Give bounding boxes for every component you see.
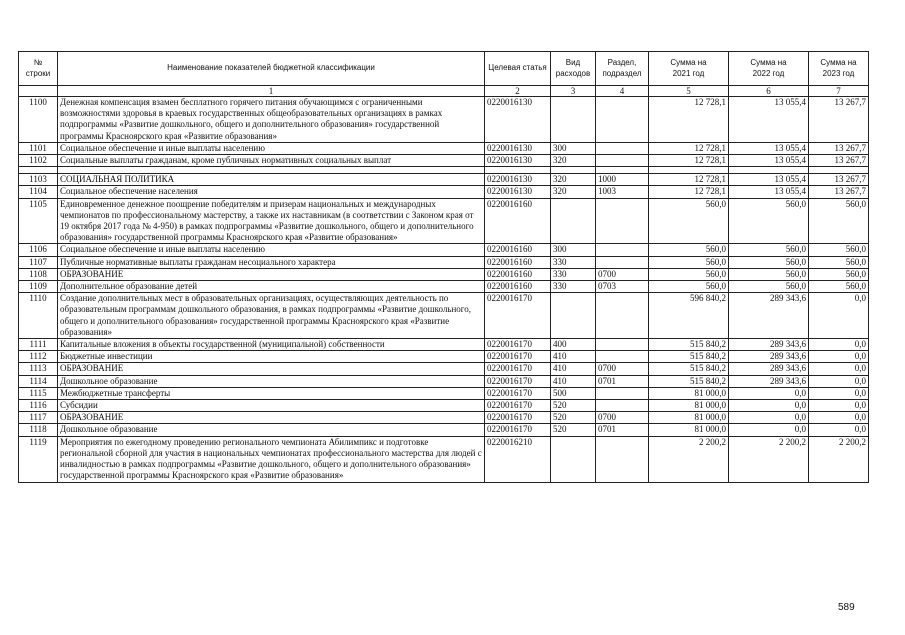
sum-2022-cell: 0,0 [729, 412, 809, 424]
sum-2022-cell: 560,0 [729, 268, 809, 280]
sum-2022-cell: 289 343,6 [729, 375, 809, 387]
target-article-cell: 0220016130 [485, 142, 551, 154]
spacer-row [19, 167, 869, 174]
sum-2023-cell: 0,0 [809, 424, 869, 436]
row-name-cell: Единовременное денежное поощрение победителям и призерам национальных и международных чемпионатов по профессиональному мастерству, а также их наставникам (в соответствии с Законом края от 19 октября 2017 года № 4-950) в рамках подпрограммы «Развитие дошкольного, общего и дополнительного образования» государственной программы Красноярского края «Развитие образования» [58, 198, 485, 244]
target-article-cell: 0220016160 [485, 281, 551, 293]
section-cell [596, 293, 649, 339]
row-no-cell: 1102 [19, 155, 58, 167]
row-name-cell: СОЦИАЛЬНАЯ ПОЛИТИКА [58, 174, 485, 186]
sum-2023-cell: 13 267,7 [809, 155, 869, 167]
sum-2021-cell: 560,0 [649, 244, 729, 256]
row-no-cell: 1107 [19, 256, 58, 268]
row-no-cell: 1119 [19, 436, 58, 482]
sum-2022-cell: 560,0 [729, 198, 809, 244]
row-name-cell: Дополнительное образование детей [58, 281, 485, 293]
sum-2021-cell: 515 840,2 [649, 339, 729, 351]
table-row [19, 436, 869, 482]
target-article-cell: 0220016210 [485, 436, 551, 482]
header-section: Раздел, подраздел [596, 52, 649, 86]
section-cell [596, 97, 649, 143]
sum-2022-cell: 13 055,4 [729, 155, 809, 167]
row-name-cell: Социальное обеспечение и иные выплаты населению [58, 142, 485, 154]
sum-2022-cell: 289 343,6 [729, 351, 809, 363]
row-no-cell: 1117 [19, 412, 58, 424]
section-cell [596, 351, 649, 363]
section-cell: 0701 [596, 375, 649, 387]
expense-type-cell: 330 [551, 268, 596, 280]
section-cell: 1000 [596, 174, 649, 186]
sum-2021-cell: 81 000,0 [649, 424, 729, 436]
expense-type-cell: 320 [551, 186, 596, 198]
section-cell [596, 436, 649, 482]
table-row [19, 363, 869, 375]
sum-2021-cell: 12 728,1 [649, 155, 729, 167]
table-row [19, 198, 869, 244]
header-row [19, 52, 869, 86]
spacer-cell [596, 167, 649, 174]
section-cell [596, 400, 649, 412]
expense-type-cell: 500 [551, 387, 596, 399]
sum-2021-cell: 515 840,2 [649, 351, 729, 363]
sum-2023-cell: 560,0 [809, 198, 869, 244]
sum-2023-cell: 0,0 [809, 351, 869, 363]
target-article-cell: 0220016160 [485, 256, 551, 268]
row-no-cell: 1115 [19, 387, 58, 399]
section-cell: 0700 [596, 412, 649, 424]
sum-2023-cell: 2 200,2 [809, 436, 869, 482]
table-row [19, 268, 869, 280]
sum-2023-cell: 13 267,7 [809, 97, 869, 143]
section-cell [596, 256, 649, 268]
row-no-cell: 1110 [19, 293, 58, 339]
sum-2023-cell: 560,0 [809, 268, 869, 280]
sum-2022-cell: 289 343,6 [729, 293, 809, 339]
expense-type-cell: 300 [551, 244, 596, 256]
expense-type-cell [551, 97, 596, 143]
index-cell [19, 86, 58, 97]
expense-type-cell: 410 [551, 363, 596, 375]
column-index-row [19, 86, 869, 97]
sum-2021-cell: 560,0 [649, 281, 729, 293]
sum-2022-cell: 13 055,4 [729, 142, 809, 154]
section-cell: 0701 [596, 424, 649, 436]
row-name-cell: ОБРАЗОВАНИЕ [58, 412, 485, 424]
index-cell: 6 [729, 86, 809, 97]
row-name-cell: Социальные выплаты гражданам, кроме публичных нормативных социальных выплат [58, 155, 485, 167]
sum-2021-cell: 596 840,2 [649, 293, 729, 339]
expense-type-cell: 330 [551, 256, 596, 268]
sum-2023-cell: 560,0 [809, 244, 869, 256]
index-cell: 4 [596, 86, 649, 97]
sum-2022-cell: 560,0 [729, 244, 809, 256]
row-no-cell: 1118 [19, 424, 58, 436]
sum-2022-cell: 289 343,6 [729, 339, 809, 351]
target-article-cell: 0220016170 [485, 400, 551, 412]
table-row [19, 412, 869, 424]
sum-2023-cell: 13 267,7 [809, 186, 869, 198]
row-name-cell: ОБРАЗОВАНИЕ [58, 363, 485, 375]
target-article-cell: 0220016170 [485, 387, 551, 399]
section-cell: 0700 [596, 363, 649, 375]
sum-2021-cell: 81 000,0 [649, 387, 729, 399]
table-row [19, 256, 869, 268]
row-no-cell: 1112 [19, 351, 58, 363]
sum-2023-cell: 13 267,7 [809, 174, 869, 186]
section-cell [596, 387, 649, 399]
row-no-cell: 1111 [19, 339, 58, 351]
sum-2021-cell: 560,0 [649, 198, 729, 244]
sum-2021-cell: 515 840,2 [649, 375, 729, 387]
expense-type-cell: 520 [551, 412, 596, 424]
row-no-cell: 1116 [19, 400, 58, 412]
expense-type-cell: 410 [551, 375, 596, 387]
target-article-cell: 0220016130 [485, 186, 551, 198]
index-cell: 1 [58, 86, 485, 97]
header-sum-2021: Сумма на 2021 год [649, 52, 729, 86]
table-row [19, 174, 869, 186]
sum-2022-cell: 13 055,4 [729, 97, 809, 143]
row-name-cell: Субсидии [58, 400, 485, 412]
table-row [19, 375, 869, 387]
row-no-cell: 1109 [19, 281, 58, 293]
expense-type-cell: 330 [551, 281, 596, 293]
row-no-cell: 1104 [19, 186, 58, 198]
sum-2023-cell: 560,0 [809, 256, 869, 268]
row-name-cell: Мероприятия по ежегодному проведению регионального чемпионата Абилимпикс и подготовке региональной сборной для участия в национальных чемпионатах профессионального мастерства для людей с инвалидностью в рамках подпрограммы «Развитие дошкольного, общего и дополнительного образования» государственной программы Красноярского края «Развитие образования» [58, 436, 485, 482]
sum-2022-cell: 560,0 [729, 281, 809, 293]
row-name-cell: Капитальные вложения в объекты государственной (муниципальной) собственности [58, 339, 485, 351]
sum-2023-cell: 0,0 [809, 412, 869, 424]
row-no-cell: 1114 [19, 375, 58, 387]
table-row [19, 387, 869, 399]
expense-type-cell [551, 436, 596, 482]
sum-2023-cell: 0,0 [809, 400, 869, 412]
index-cell: 2 [485, 86, 551, 97]
expense-type-cell: 520 [551, 400, 596, 412]
sum-2021-cell: 12 728,1 [649, 142, 729, 154]
sum-2021-cell: 2 200,2 [649, 436, 729, 482]
sum-2021-cell: 81 000,0 [649, 412, 729, 424]
sum-2021-cell: 12 728,1 [649, 186, 729, 198]
expense-type-cell: 520 [551, 424, 596, 436]
spacer-cell [649, 167, 729, 174]
section-cell: 0703 [596, 281, 649, 293]
row-name-cell: Дошкольное образование [58, 424, 485, 436]
target-article-cell: 0220016170 [485, 351, 551, 363]
table-row [19, 339, 869, 351]
target-article-cell: 0220016130 [485, 155, 551, 167]
expense-type-cell: 400 [551, 339, 596, 351]
header-target-article: Целевая статья [485, 52, 551, 86]
sum-2022-cell: 0,0 [729, 387, 809, 399]
target-article-cell: 0220016170 [485, 363, 551, 375]
sum-2021-cell: 515 840,2 [649, 363, 729, 375]
row-no-cell: 1100 [19, 97, 58, 143]
header-name: Наименование показателей бюджетной классификации [58, 52, 485, 86]
row-no-cell: 1108 [19, 268, 58, 280]
section-cell: 1003 [596, 186, 649, 198]
section-cell [596, 339, 649, 351]
row-name-cell: Межбюджетные трансферты [58, 387, 485, 399]
row-name-cell: Дошкольное образование [58, 375, 485, 387]
spacer-cell [58, 167, 485, 174]
section-cell [596, 244, 649, 256]
target-article-cell: 0220016130 [485, 97, 551, 143]
target-article-cell: 0220016170 [485, 375, 551, 387]
row-no-cell: 1113 [19, 363, 58, 375]
table-row [19, 97, 869, 143]
section-cell [596, 155, 649, 167]
budget-table [18, 51, 869, 483]
sum-2022-cell: 560,0 [729, 256, 809, 268]
row-no-cell: 1103 [19, 174, 58, 186]
section-cell: 0700 [596, 268, 649, 280]
expense-type-cell [551, 293, 596, 339]
row-name-cell: Бюджетные инвестиции [58, 351, 485, 363]
target-article-cell: 0220016170 [485, 424, 551, 436]
header-sum-2022: Сумма на 2022 год [729, 52, 809, 86]
index-cell: 3 [551, 86, 596, 97]
target-article-cell: 0220016160 [485, 198, 551, 244]
sum-2021-cell: 81 000,0 [649, 400, 729, 412]
table-row [19, 351, 869, 363]
sum-2023-cell: 0,0 [809, 339, 869, 351]
page-number: 589 [838, 602, 855, 613]
target-article-cell: 0220016170 [485, 339, 551, 351]
index-cell: 5 [649, 86, 729, 97]
sum-2023-cell: 0,0 [809, 387, 869, 399]
spacer-cell [485, 167, 551, 174]
sum-2023-cell: 0,0 [809, 363, 869, 375]
spacer-cell [19, 167, 58, 174]
table-row [19, 142, 869, 154]
table-row [19, 400, 869, 412]
row-no-cell: 1101 [19, 142, 58, 154]
row-name-cell: Социальное обеспечение населения [58, 186, 485, 198]
row-name-cell: Создание дополнительных мест в образовательных организациях, осуществляющих деятельность по образовательным программам дошкольного образования, в рамках подпрограммы «Развитие дошкольного, общего и дополнительного образования» государственной программы Красноярского края «Развитие образования» [58, 293, 485, 339]
row-name-cell: Публичные нормативные выплаты гражданам несоциального характера [58, 256, 485, 268]
target-article-cell: 0220016160 [485, 268, 551, 280]
sum-2021-cell: 560,0 [649, 256, 729, 268]
section-cell [596, 198, 649, 244]
row-name-cell: ОБРАЗОВАНИЕ [58, 268, 485, 280]
sum-2022-cell: 13 055,4 [729, 186, 809, 198]
target-article-cell: 0220016170 [485, 293, 551, 339]
row-no-cell: 1105 [19, 198, 58, 244]
sum-2023-cell: 13 267,7 [809, 142, 869, 154]
sum-2021-cell: 12 728,1 [649, 174, 729, 186]
sum-2023-cell: 0,0 [809, 375, 869, 387]
sum-2022-cell: 0,0 [729, 400, 809, 412]
sum-2021-cell: 12 728,1 [649, 97, 729, 143]
header-row-no: № строки [19, 52, 58, 86]
target-article-cell: 0220016170 [485, 412, 551, 424]
sum-2022-cell: 289 343,6 [729, 363, 809, 375]
sum-2022-cell: 13 055,4 [729, 174, 809, 186]
target-article-cell: 0220016130 [485, 174, 551, 186]
spacer-cell [551, 167, 596, 174]
table-row [19, 424, 869, 436]
target-article-cell: 0220016160 [485, 244, 551, 256]
expense-type-cell: 300 [551, 142, 596, 154]
sum-2022-cell: 0,0 [729, 424, 809, 436]
spacer-cell [809, 167, 869, 174]
section-cell [596, 142, 649, 154]
expense-type-cell [551, 198, 596, 244]
table-row [19, 281, 869, 293]
sum-2023-cell: 0,0 [809, 293, 869, 339]
sum-2022-cell: 2 200,2 [729, 436, 809, 482]
row-name-cell: Социальное обеспечение и иные выплаты населению [58, 244, 485, 256]
sum-2021-cell: 560,0 [649, 268, 729, 280]
header-expense-type: Вид расходов [551, 52, 596, 86]
index-cell: 7 [809, 86, 869, 97]
expense-type-cell: 410 [551, 351, 596, 363]
spacer-cell [729, 167, 809, 174]
table-row [19, 293, 869, 339]
table-row [19, 155, 869, 167]
header-sum-2023: Сумма на 2023 год [809, 52, 869, 86]
table-row [19, 244, 869, 256]
row-no-cell: 1106 [19, 244, 58, 256]
table-row [19, 186, 869, 198]
row-name-cell: Денежная компенсация взамен бесплатного горячего питания обучающимся с ограниченными возможностями здоровья в краевых государственных общеобразовательных организациях в рамках подпрограммы «Развитие дошкольного, общего и дополнительного образования» государственной программы Красноярского края «Развитие образования» [58, 97, 485, 143]
sum-2023-cell: 560,0 [809, 281, 869, 293]
expense-type-cell: 320 [551, 174, 596, 186]
expense-type-cell: 320 [551, 155, 596, 167]
